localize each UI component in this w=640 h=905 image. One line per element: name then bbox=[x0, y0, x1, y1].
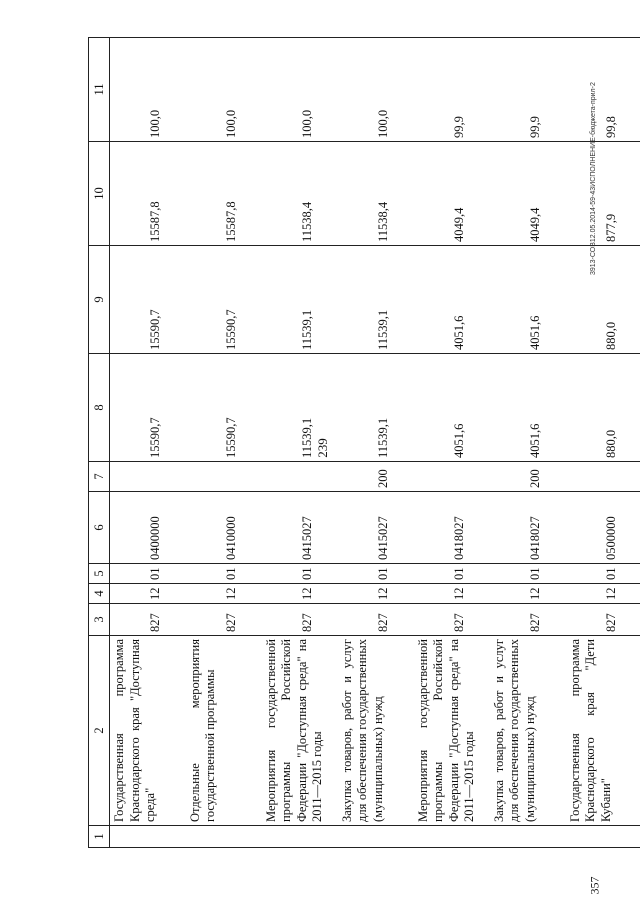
table-row bbox=[110, 38, 186, 848]
cell-col-1 bbox=[110, 826, 186, 848]
table-row bbox=[262, 38, 338, 848]
cell-specified: 11539,1 bbox=[338, 246, 414, 354]
cell-subsection: 01 bbox=[414, 564, 490, 584]
cell-executed: 15587,8 bbox=[110, 142, 186, 246]
cell-target-code: 0418027 bbox=[490, 492, 566, 564]
cell-item-name: Мероприятия государственной программы Российской Федерации "Доступная среда" на 2011—2015 годы bbox=[262, 636, 338, 826]
table-body bbox=[110, 38, 640, 848]
cell-target-code: 0500000 bbox=[566, 492, 640, 564]
cell-percent: 100,0 bbox=[338, 38, 414, 142]
cell-subsection: 01 bbox=[186, 564, 262, 584]
cell-expense-type bbox=[566, 462, 640, 492]
cell-subsection: 01 bbox=[566, 564, 640, 584]
cell-expense-type bbox=[186, 462, 262, 492]
cell-expense-type: 200 bbox=[490, 462, 566, 492]
cell-item-name: Государственная программа Краснодарского края "Дети Кубани" bbox=[566, 636, 640, 826]
cell-section: 12 bbox=[414, 584, 490, 604]
cell-item-name: Государственная программа Краснодарского края "Доступная среда" bbox=[110, 636, 186, 826]
cell-specified: 4051,6 bbox=[414, 246, 490, 354]
cell-admin-code: 827 bbox=[186, 604, 262, 636]
header-col-2: 2 bbox=[89, 636, 110, 826]
cell-target-code: 0410000 bbox=[186, 492, 262, 564]
cell-section: 12 bbox=[566, 584, 640, 604]
cell-admin-code: 827 bbox=[110, 604, 186, 636]
cell-executed: 11538,4 bbox=[338, 142, 414, 246]
cell-executed: 15587,8 bbox=[186, 142, 262, 246]
header-col-4: 4 bbox=[89, 584, 110, 604]
cell-specified: 11539,1 bbox=[262, 246, 338, 354]
budget-table bbox=[88, 37, 640, 848]
header-col-7: 7 bbox=[89, 462, 110, 492]
cell-col-1 bbox=[414, 826, 490, 848]
table-row bbox=[414, 38, 490, 848]
cell-approved: 4051,6 bbox=[414, 354, 490, 462]
cell-item-name: Мероприятия государственной программы Российской Федерации "Доступная среда" на 2011—2015 годы bbox=[414, 636, 490, 826]
cell-expense-type bbox=[414, 462, 490, 492]
header-col-6: 6 bbox=[89, 492, 110, 564]
header-col-8: 8 bbox=[89, 354, 110, 462]
cell-approved: 880,0 bbox=[566, 354, 640, 462]
cell-section: 12 bbox=[338, 584, 414, 604]
cell-specified: 4051,6 bbox=[490, 246, 566, 354]
cell-col-1 bbox=[262, 826, 338, 848]
cell-expense-type: 200 bbox=[338, 462, 414, 492]
cell-section: 12 bbox=[262, 584, 338, 604]
cell-percent: 99,9 bbox=[490, 38, 566, 142]
cell-subsection: 01 bbox=[262, 564, 338, 584]
cell-section: 12 bbox=[490, 584, 566, 604]
cell-admin-code: 827 bbox=[414, 604, 490, 636]
cell-approved: 11539,1 bbox=[262, 354, 338, 462]
header-col-1: 1 bbox=[89, 826, 110, 848]
cell-expense-type bbox=[262, 462, 338, 492]
file-reference: 3913-СОВ12.05.2014-59-43ИСПОЛНЕНИЕ-бюджета-прил-2 bbox=[590, 82, 597, 275]
cell-specified: 15590,7 bbox=[186, 246, 262, 354]
table-row bbox=[186, 38, 262, 848]
cell-approved: 15590,7 bbox=[110, 354, 186, 462]
cell-expense-type bbox=[110, 462, 186, 492]
table-row bbox=[490, 38, 566, 848]
header-col-9: 9 bbox=[89, 246, 110, 354]
header-col-3: 3 bbox=[89, 604, 110, 636]
table-header-row bbox=[89, 38, 110, 848]
cell-percent: 100,0 bbox=[110, 38, 186, 142]
cell-subsection: 01 bbox=[110, 564, 186, 584]
cell-section: 12 bbox=[110, 584, 186, 604]
cell-target-code: 0400000 bbox=[110, 492, 186, 564]
cell-target-code: 0415027 bbox=[338, 492, 414, 564]
cell-executed: 11538,4 bbox=[262, 142, 338, 246]
cell-executed: 4049,4 bbox=[414, 142, 490, 246]
cell-admin-code: 827 bbox=[490, 604, 566, 636]
cell-col-1 bbox=[186, 826, 262, 848]
cell-approved: 4051,6 bbox=[490, 354, 566, 462]
cell-section: 12 bbox=[186, 584, 262, 604]
table-row bbox=[338, 38, 414, 848]
cell-target-code: 0418027 bbox=[414, 492, 490, 564]
cell-col-1 bbox=[566, 826, 640, 848]
cell-percent: 100,0 bbox=[186, 38, 262, 142]
cell-approved: 15590,7 bbox=[186, 354, 262, 462]
cell-subsection: 01 bbox=[490, 564, 566, 584]
cell-percent: 99,8 bbox=[566, 38, 640, 142]
cell-percent: 100,0 bbox=[262, 38, 338, 142]
header-col-10: 10 bbox=[89, 142, 110, 246]
footer-page-number: 357 bbox=[587, 876, 602, 895]
cell-admin-code: 827 bbox=[262, 604, 338, 636]
cell-subsection: 01 bbox=[338, 564, 414, 584]
cell-approved: 11539,1 bbox=[338, 354, 414, 462]
cell-admin-code: 827 bbox=[338, 604, 414, 636]
table-row bbox=[566, 38, 640, 848]
cell-specified: 880,0 bbox=[566, 246, 640, 354]
cell-executed: 4049,4 bbox=[490, 142, 566, 246]
cell-col-1 bbox=[338, 826, 414, 848]
cell-item-name: Отдельные мероприятия государственной программы bbox=[186, 636, 262, 826]
cell-admin-code: 827 bbox=[566, 604, 640, 636]
cell-specified: 15590,7 bbox=[110, 246, 186, 354]
cell-col-1 bbox=[490, 826, 566, 848]
cell-percent: 99,9 bbox=[414, 38, 490, 142]
cell-target-code: 0415027 bbox=[262, 492, 338, 564]
header-col-11: 11 bbox=[89, 38, 110, 142]
cell-executed: 877,9 bbox=[566, 142, 640, 246]
page-number: 239 bbox=[314, 438, 330, 458]
cell-item-name: Закупка товаров, работ и услуг для обеспечения государственных (муниципальных) нужд bbox=[490, 636, 566, 826]
cell-item-name: Закупка товаров, работ и услуг для обеспечения государственных (муниципальных) нужд bbox=[338, 636, 414, 826]
header-col-5: 5 bbox=[89, 564, 110, 584]
